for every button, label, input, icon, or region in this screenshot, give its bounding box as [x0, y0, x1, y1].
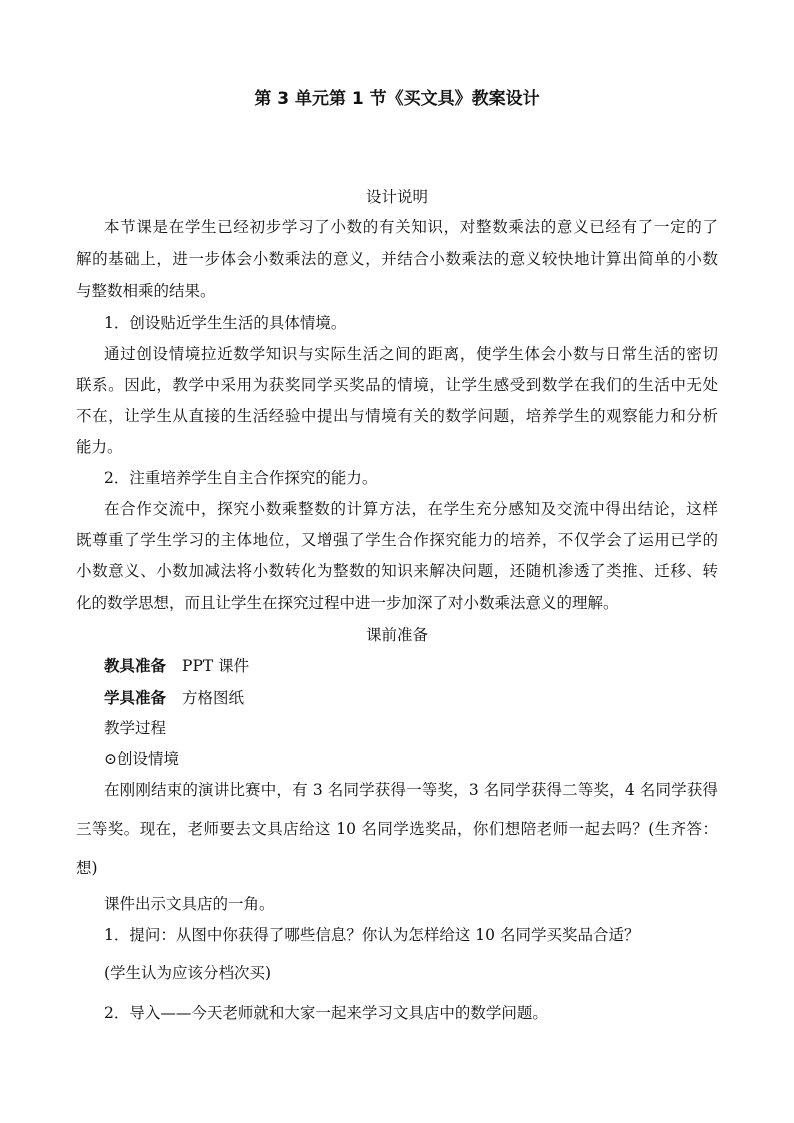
process-heading: 教学过程 [104, 719, 167, 737]
paragraph-line: 不在，让学生从直接的生活经验中提出与情境有关的数学问题，培养学生的观察能力和分析 [76, 407, 718, 425]
student-prep-row [104, 688, 244, 708]
document-title: 第 3 单元第 1 节《买文具》教案设计 [254, 89, 540, 109]
paragraph-line: 通过创设情境拉近数学知识与实际生活之间的距离，使学生体会小数与日常生活的密切 [104, 345, 718, 363]
section-heading-design: 设计说明 [365, 188, 428, 206]
question-2: 2．导入——今天老师就和大家一起来学习文具店中的数学问题。 [104, 1004, 548, 1022]
teacher-prep-row [104, 656, 249, 676]
paragraph-line: 既尊重了学生学习的主体地位，又增强了学生合作探究能力的培养，不仅学会了运用已学的 [76, 531, 718, 549]
paragraph-line: 想) [76, 859, 98, 877]
point-heading-1: 1．创设贴近学生生活的具体情境。 [104, 314, 347, 332]
paragraph-line: 三等奖。现在，老师要去文具店给这 10 名同学选奖品，你们想陪老师一起去吗？(生齐答： [76, 820, 718, 838]
paragraph-line: 与整数相乘的结果。 [76, 282, 216, 300]
question-1-answer: (学生认为应该分档次买) [104, 964, 272, 982]
teacher-prep-value: PPT 课件 [182, 657, 250, 675]
teacher-prep-label: 教具准备 [104, 656, 167, 675]
scene-heading: ⊙创设情境 [104, 750, 179, 768]
paragraph-line: 在刚刚结束的演讲比赛中，有 3 名同学获得一等奖，3 名同学获得二等奖，4 名同学获得 [104, 781, 718, 799]
paragraph-line: 小数意义、小数加减法将小数转化为整数的知识来解决问题，还随机渗透了类推、迁移、转 [76, 562, 718, 580]
paragraph-line: 联系。因此，教学中采用为获奖同学买奖品的情境，让学生感受到数学在我们的生活中无处 [76, 376, 718, 394]
paragraph-line: 本节课是在学生已经初步学习了小数的有关知识，对整数乘法的意义已经有了一定的了 [104, 218, 718, 236]
paragraph-line: 化的数学思想，而且让学生在探究过程中进一步加深了对小数乘法意义的理解。 [76, 594, 619, 612]
question-1: 1．提问：从图中你获得了哪些信息？你认为怎样给这 10 名同学买奖品合适？ [104, 926, 640, 944]
student-prep-value: 方格图纸 [182, 689, 245, 707]
point-heading-2: 2．注重培养学生自主合作探究的能力。 [104, 469, 378, 487]
paragraph-line: 在合作交流中，探究小数乘整数的计算方法，在学生充分感知及交流中得出结论，这样 [104, 500, 718, 518]
student-prep-label: 学具准备 [104, 688, 167, 707]
section-heading-prep: 课前准备 [365, 626, 428, 644]
paragraph-line: 解的基础上，进一步体会小数乘法的意义，并结合小数乘法的意义较快地计算出简单的小数 [76, 250, 718, 268]
paragraph-line: 能力。 [76, 438, 123, 456]
show-line: 课件出示文具店的一角。 [104, 895, 275, 913]
